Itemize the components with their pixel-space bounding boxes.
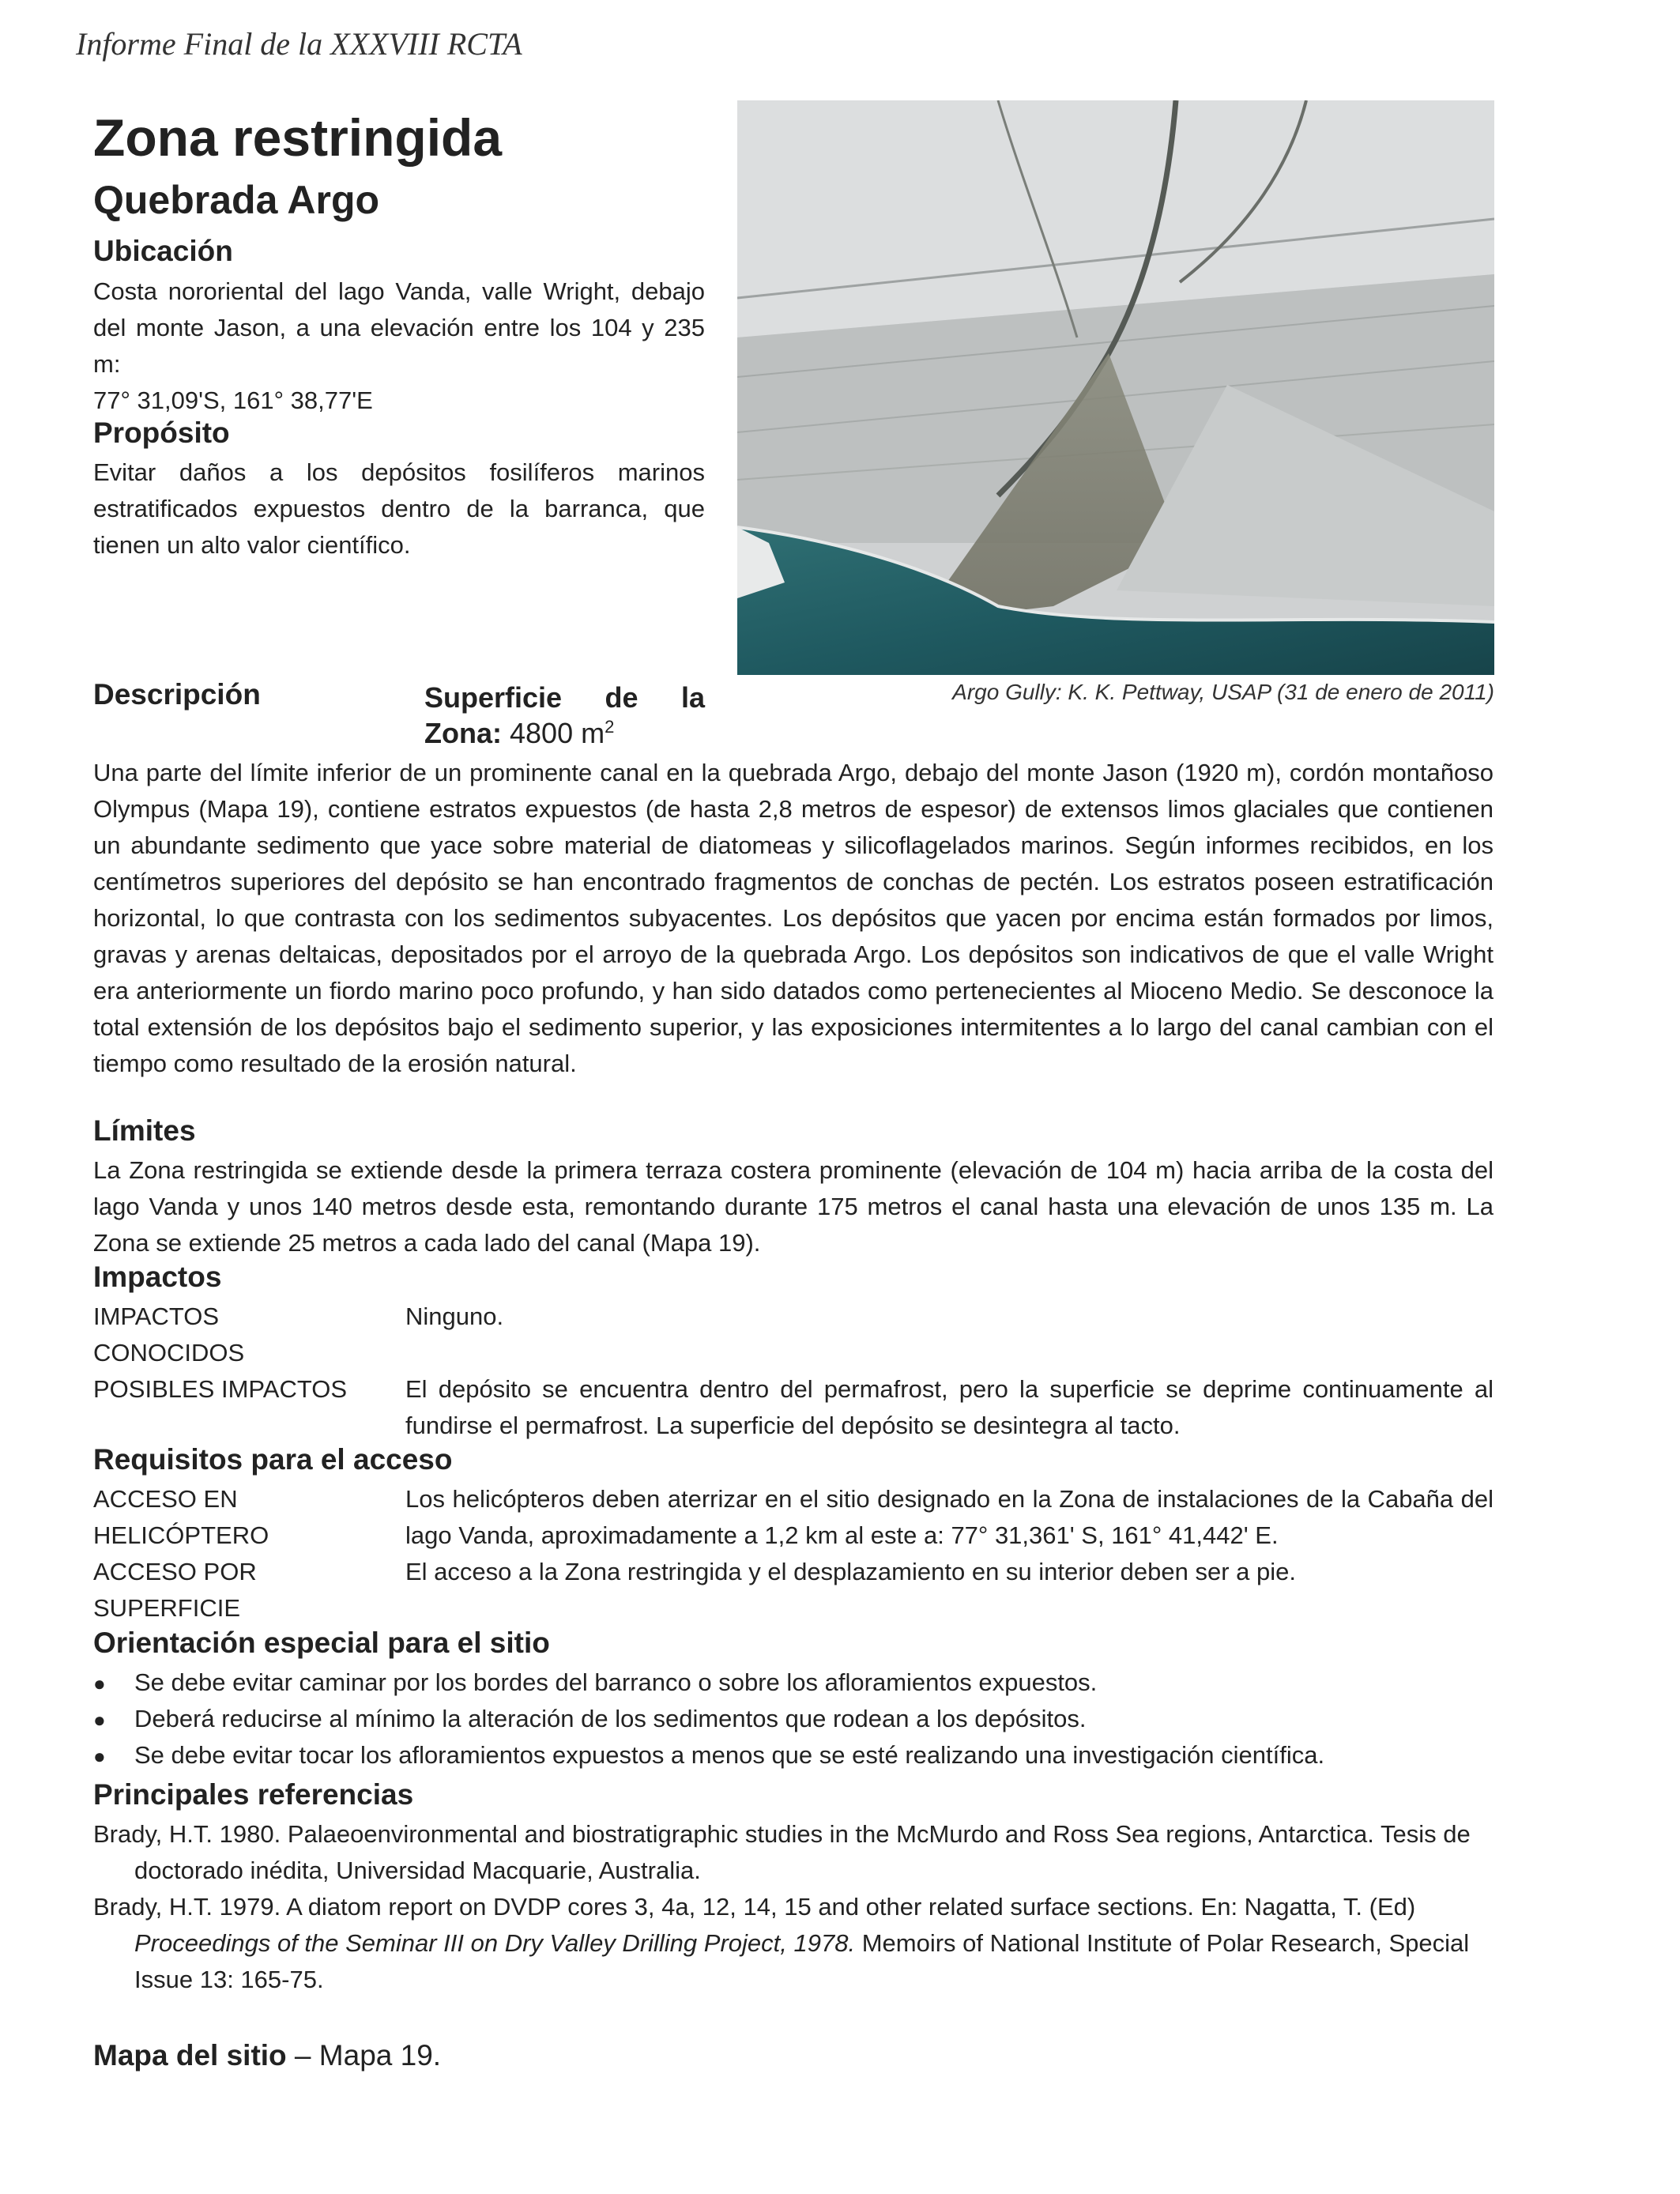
access-heading: Requisitos para el acceso: [93, 1443, 453, 1476]
description-heading: Descripción: [93, 678, 261, 711]
location-coords: 77° 31,09'S, 161° 38,77'E: [93, 386, 373, 414]
page-subtitle: Quebrada Argo: [93, 178, 380, 222]
location-heading: Ubicación: [93, 235, 233, 267]
guidance-bullet: [93, 1701, 1087, 1738]
impacts-possible-label: POSIBLES IMPACTOS: [93, 1375, 348, 1403]
access-surface-label: ACCESO POR SUPERFICIE: [93, 1558, 257, 1622]
bullet-icon: ●: [93, 1672, 106, 1695]
guidance-bullet-text: Deberá reducirse al mínimo la alteración de los sedimentos que rodean a los depósitos.: [134, 1705, 1087, 1732]
guidance-bullet-text: Se debe evitar caminar por los bordes del barranco o sobre los afloramientos expuestos.: [134, 1668, 1098, 1696]
reference-title: Proceedings of the Seminar III on Dry Valley Drilling Project, 1978.: [134, 1929, 856, 1957]
bullet-icon: ●: [93, 1708, 106, 1732]
area-label: Superficie de la: [424, 681, 705, 714]
reference-item: [93, 1889, 1494, 1998]
impacts-heading: Impactos: [93, 1261, 222, 1293]
reference-text: Brady, H.T. 1979. A diatom report on DVDP cores 3, 4a, 12, 14, 15 and other related surface sections. En: Nagatta, T. (Ed): [93, 1893, 1416, 1921]
area-value: [424, 717, 614, 750]
impacts-known-text: Ninguno.: [405, 1302, 504, 1330]
access-surface-text: El acceso a la Zona restringida y el desplazamiento en su interior deben ser a pie.: [405, 1558, 1296, 1585]
reference-item: [93, 1816, 1494, 1889]
limits-text: La Zona restringida se extiende desde la primera terraza costera prominente (elevación de 104 m) hacia arriba de la costa del lago Vanda y unos 140 metros desde esta, remontando durante 175 metros el canal hasta una elevación de unos 135 m. La Zona se extiende 25 metros a cada lado del canal (Mapa 19).: [93, 1156, 1494, 1257]
description-text: Una parte del límite inferior de un prominente canal en la quebrada Argo, debajo del monte Jason (1920 m), cordón montañoso Olympus (Mapa 19), contiene estratos expuestos (de hasta 2,8 metros de espesor) de extensos limos glaciales que contienen un abundante sedimento que yace sobre material de diatomeas y silicoflagelados marinos. Según informes recibidos, en los centímetros superiores del depósito se han encontrado fragmentos de conchas de pectén. Los estratos poseen estratificación horizontal, lo que contrasta con los sedimentos subyacentes. Los depósitos que yacen por encima están formados por limos, gravas y arenas deltaicas, depositados por el arroyo de la quebrada Argo. Los depósitos son indicativos de que el valle Wright era anteriormente un fiordo marino poco profundo, y han sido datados como pertenecientes al Mioceno Medio. Se desconoce la total extensión de los depósitos bajo el sedimento superior, y las exposiciones intermitentes a lo largo del canal cambian con el tiempo como resultado de la erosión natural.: [93, 759, 1494, 1077]
limits-heading: Límites: [93, 1114, 196, 1147]
photo-caption: Argo Gully: K. K. Pettway, USAP (31 de enero de 2011): [952, 680, 1494, 704]
access-helicopter-label: ACCESO EN HELICÓPTERO: [93, 1485, 269, 1549]
bullet-icon: ●: [93, 1744, 106, 1768]
area-label-zona: Zona:: [424, 717, 502, 749]
access-helicopter-text: Los helicópteros deben aterrizar en el sitio designado en la Zona de instalaciones de la Cabaña del lago Vanda, aproximadamente a 1,2 km al este a: 77° 31,361' S, 161° 41,442' E.: [405, 1485, 1494, 1549]
area-number: 4800 m: [510, 717, 605, 749]
guidance-heading: Orientación especial para el sitio: [93, 1627, 550, 1659]
site-map-label: Mapa del sitio: [93, 2039, 287, 2071]
guidance-bullet: [93, 1737, 1324, 1774]
purpose-heading: Propósito: [93, 417, 230, 449]
impacts-known-label: IMPACTOS CONOCIDOS: [93, 1302, 245, 1367]
reference-text: Brady, H.T. 1980. Palaeoenvironmental and biostratigraphic studies in the McMurdo and Ross Sea regions, Antarctica. Tesis de doctorado inédita, Universidad Macquarie, Australia.: [93, 1820, 1471, 1884]
location-text: [93, 273, 705, 419]
site-map-value: – Mapa 19.: [286, 2039, 442, 2071]
site-photo: [737, 100, 1494, 675]
reference-text-end: Memoirs of National Institute of Polar Research, Special Issue 13: 165-75.: [134, 1929, 1470, 1993]
document-header: Informe Final de la XXXVIII RCTA: [76, 26, 522, 62]
impacts-possible-text: El depósito se encuentra dentro del permafrost, pero la superficie se deprime continuamente al fundirse el permafrost. La superficie del depósito se desintegra al tacto.: [405, 1375, 1494, 1439]
guidance-bullet-text: Se debe evitar tocar los afloramientos expuestos a menos que se esté realizando una investigación científica.: [134, 1741, 1325, 1769]
purpose-text: Evitar daños a los depósitos fosilíferos marinos estratificados expuestos dentro de la barranca, que tienen un alto valor científico.: [93, 458, 705, 559]
page-title: Zona restringida: [93, 108, 503, 167]
references-heading: Principales referencias: [93, 1778, 414, 1811]
site-map-line: [93, 2039, 441, 2072]
location-description: Costa nororiental del lago Vanda, valle Wright, debajo del monte Jason, a una elevación entre los 104 y 235 m:: [93, 277, 705, 378]
area-unit-exponent: 2: [605, 717, 615, 737]
guidance-bullet: [93, 1664, 1097, 1702]
